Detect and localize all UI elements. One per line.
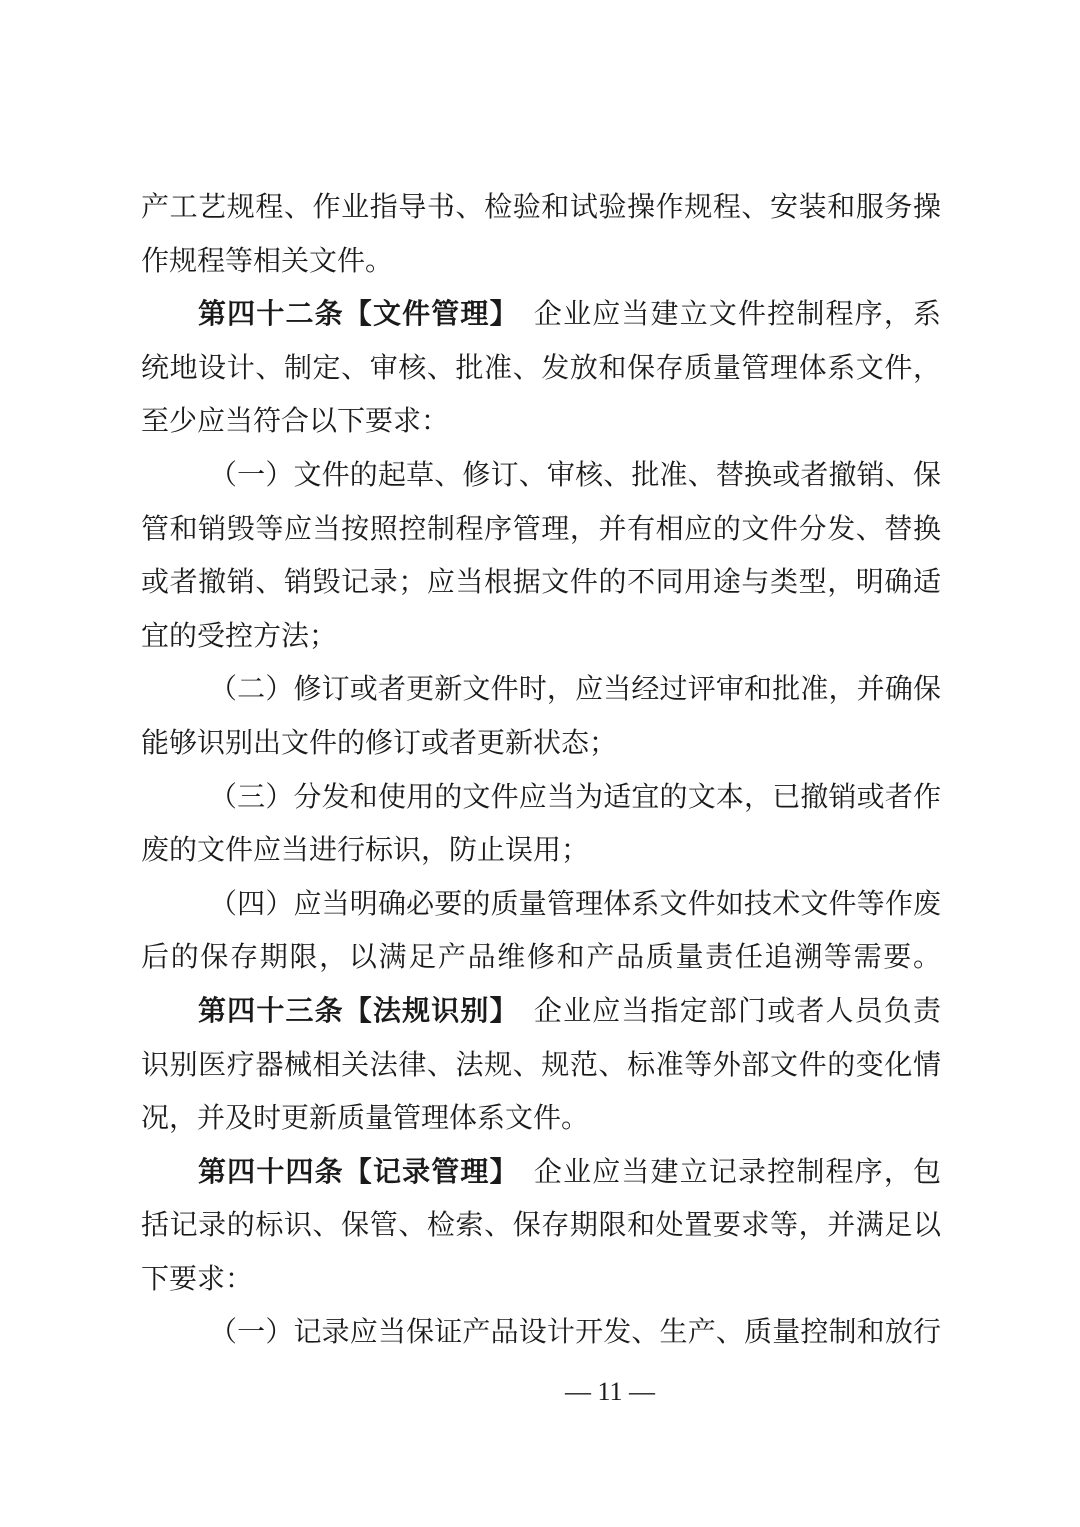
article-text: 企业应当指定部门或者人员负责 — [504, 993, 941, 1027]
text-line: 后的保存期限，以满足产品维修和产品质量责任追溯等需要。 — [141, 940, 941, 974]
article-heading: 第四十二条【文件管理】 — [198, 297, 505, 331]
page-number: — 11 — — [564, 1377, 656, 1406]
text-line: 识别医疗器械相关法律、法规、规范、标准等外部文件的变化情 — [141, 1047, 941, 1081]
text-line: 或者撤销、销毁记录；应当根据文件的不同用途与类型，明确适 — [141, 565, 941, 599]
list-item-line: （二）修订或者更新文件时，应当经过评审和批准，并确保 — [209, 672, 941, 706]
text-line: 况，并及时更新质量管理体系文件。 — [141, 1101, 590, 1135]
article-line — [141, 1145, 941, 1199]
text-line: 至少应当符合以下要求： — [141, 404, 450, 438]
text-line: 下要求： — [141, 1261, 254, 1295]
text-line: 作规程等相关文件。 — [141, 243, 394, 277]
article-heading: 第四十四条【记录管理】 — [198, 1154, 505, 1188]
text-line: 括记录的标识、保管、检索、保存期限和处置要求等，并满足以 — [141, 1208, 941, 1242]
article-line — [141, 287, 941, 341]
article-heading: 第四十三条【法规识别】 — [198, 993, 505, 1027]
document-body — [141, 180, 941, 1359]
text-line: 统地设计、制定、审核、批准、发放和保存质量管理体系文件， — [141, 350, 941, 384]
article-text: 企业应当建立记录控制程序，包 — [504, 1154, 941, 1188]
article-text: 企业应当建立文件控制程序，系 — [504, 297, 941, 331]
text-line: 宜的受控方法； — [141, 618, 338, 652]
text-line: 能够识别出文件的修订或者更新状态； — [141, 725, 618, 759]
text-line: 产工艺规程、作业指导书、检验和试验操作规程、安装和服务操 — [141, 190, 941, 223]
list-item-line: （三）分发和使用的文件应当为适宜的文本，已撤销或者作 — [209, 779, 941, 813]
text-line: 废的文件应当进行标识，防止误用； — [141, 833, 590, 867]
list-item-line: （一）文件的起草、修订、审核、批准、替换或者撤销、保 — [209, 457, 941, 491]
article-line — [141, 984, 941, 1038]
list-item-line: （四）应当明确必要的质量管理体系文件如技术文件等作废 — [209, 886, 941, 920]
text-line: 管和销毁等应当按照控制程序管理，并有相应的文件分发、替换 — [141, 511, 941, 545]
list-item-line: （一）记录应当保证产品设计开发、生产、质量控制和放行 — [209, 1315, 941, 1349]
